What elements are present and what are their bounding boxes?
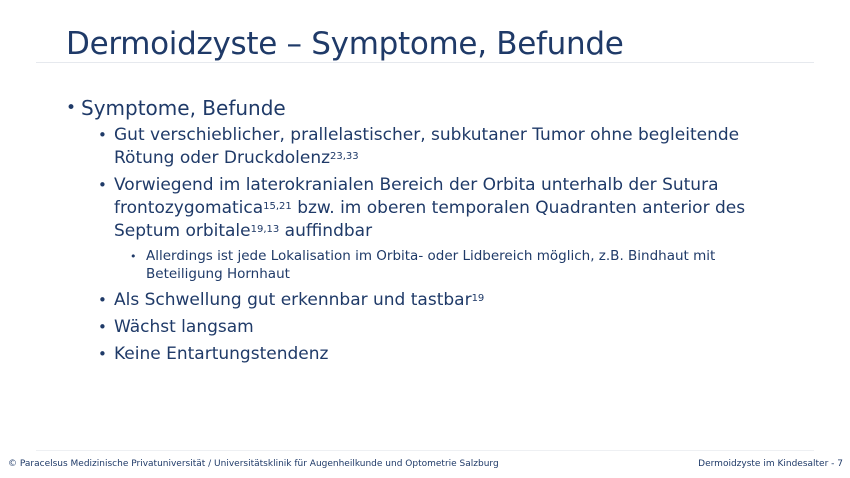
bullet-heading bbox=[66, 96, 850, 121]
bullet-text: Allerdings ist jede Lokalisation im Orbita- oder Lidbereich möglich, z.B. Bindhaut mit Beteiligung Hornhaut bbox=[146, 248, 716, 282]
bullet-text: auffindbar bbox=[279, 221, 373, 241]
bullet-text: Wächst langsam bbox=[114, 317, 254, 337]
bullet-text: Als Schwellung gut erkennbar und tastbar bbox=[114, 290, 472, 310]
footer-divider bbox=[36, 450, 814, 451]
bullet-dot-icon: • bbox=[98, 176, 107, 194]
footer-page-label: Dermoidzyste im Kindesalter - 7 bbox=[698, 459, 843, 469]
bullet-dot-icon: • bbox=[98, 126, 107, 144]
bullet-text: Vorwiegend im laterokranialen Bereich der Orbita unterhalb der Sutura frontozygomatica bbox=[114, 175, 719, 218]
footer-copyright: © Paracelsus Medizinische Privatuniversität / Universitätsklinik für Augenheilkunde und Optometrie Salzburg bbox=[8, 459, 499, 469]
bullet-subitem-localisation bbox=[130, 247, 766, 283]
bullet-dot-icon: • bbox=[98, 291, 107, 309]
content-area bbox=[0, 96, 850, 370]
bullet-item-growth bbox=[98, 316, 774, 339]
bullet-dot-icon: • bbox=[130, 250, 137, 263]
title-divider bbox=[36, 62, 814, 63]
slide-title: Dermoidzyste – Symptome, Befunde bbox=[66, 26, 624, 62]
bullet-heading-text: Symptome, Befunde bbox=[81, 96, 286, 120]
bullet-item-tumor bbox=[98, 124, 774, 170]
bullet-item-swelling bbox=[98, 289, 774, 312]
reference-superscript: 23,33 bbox=[330, 151, 359, 162]
bullet-dot-icon: • bbox=[66, 98, 77, 118]
reference-superscript: 19 bbox=[471, 293, 485, 304]
bullet-dot-icon: • bbox=[98, 345, 107, 363]
bullet-item-malignancy bbox=[98, 343, 774, 366]
reference-superscript: 15,21 bbox=[263, 201, 292, 212]
bullet-text: Gut verschieblicher, prallelastischer, subkutaner Tumor ohne begleitende Rötung oder Druckdolenz bbox=[114, 125, 740, 168]
bullet-item-location bbox=[98, 174, 774, 243]
reference-superscript: 19,13 bbox=[250, 224, 280, 235]
bullet-dot-icon: • bbox=[98, 318, 107, 336]
bullet-text: Keine Entartungstendenz bbox=[114, 344, 329, 364]
bullet-text: bzw. im oberen temporalen Quadranten anterior des Septum orbitale bbox=[114, 198, 746, 241]
